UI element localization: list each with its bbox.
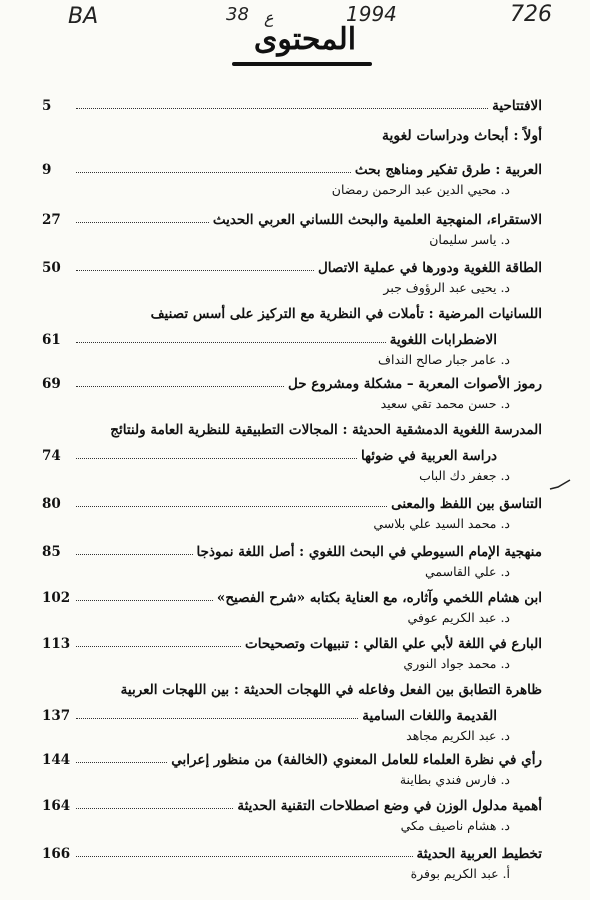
toc-entry-author: د. فارس فندي بطاينة xyxy=(399,772,510,787)
toc-entry-title: رأي في نظرة العلماء للعامل المعنوي (الخالفة) من منظور إعرابي xyxy=(171,752,542,768)
toc-entry-author: د. محمد السيد علي بلاسي xyxy=(373,516,510,531)
toc-entry xyxy=(42,252,542,276)
toc-entry xyxy=(42,790,542,814)
toc-entry-page: 27 xyxy=(42,212,61,228)
toc-entry-page: 61 xyxy=(42,332,61,348)
toc-entry-title: اللسانيات المرضية : تأملات في النظرية مع التركيز على أسس تصنيف xyxy=(150,306,542,322)
leader-dots xyxy=(76,342,386,343)
toc-entry-title: التناسق بين اللفظ والمعنى xyxy=(391,496,542,512)
toc-entry-title: البارع في اللغة لأبي علي القالي : تنبيهات وتصحيحات xyxy=(245,636,542,652)
toc-entry-title-line2: القديمة واللغات السامية xyxy=(362,708,497,724)
page-title: المحتوى xyxy=(253,22,357,57)
toc-entry-title: الطاقة اللغوية ودورها في عملية الاتصال xyxy=(317,260,542,276)
toc-entry-author: د. عامر جبار صالح النداف xyxy=(378,352,510,367)
toc-entry-page: 164 xyxy=(42,798,71,814)
toc-entry-author: د. ياسر سليمان xyxy=(429,232,510,247)
toc-entry-title-line2: دراسة العربية في ضوئها xyxy=(360,448,497,464)
leader-dots xyxy=(76,385,284,387)
toc-entry xyxy=(42,582,542,606)
leader-dots xyxy=(76,107,488,109)
toc-entry-page: 50 xyxy=(42,260,61,276)
leader-dots xyxy=(76,221,209,223)
leader-dots xyxy=(76,599,213,601)
toc-entry-page: 74 xyxy=(42,448,61,464)
toc-entry-page: 85 xyxy=(42,544,61,560)
toc-entry-page: 166 xyxy=(42,846,71,862)
pen-mark-icon xyxy=(548,477,572,493)
toc-entry xyxy=(42,298,542,322)
toc-entry-page: 80 xyxy=(42,496,61,512)
handwritten-note-mark: ع xyxy=(264,8,274,27)
toc-entry-title: ابن هشام اللخمي وآثاره، مع العناية بكتابه «شرح الفصيح» xyxy=(216,590,542,606)
toc-entry-continuation xyxy=(42,440,497,464)
toc-entry-author: د. عبد الكريم مجاهد xyxy=(406,728,510,743)
toc-entry-author: د. محمد جواد النوري xyxy=(403,656,510,671)
toc-entry-continuation xyxy=(42,324,497,348)
toc-entry-page: 113 xyxy=(42,636,71,652)
toc-entry-title: تخطيط العربية الحديثة xyxy=(416,846,542,862)
toc-entry-title: المدرسة اللغوية الدمشقية الحديثة : المجالات التطبيقية للنظرية العامة ولنتائج xyxy=(110,422,542,438)
toc-entry-title-line2: الاضطرابات اللغوية xyxy=(389,332,497,348)
toc-entry xyxy=(42,154,542,178)
toc-entry-page: 102 xyxy=(42,590,71,606)
toc-entry-continuation xyxy=(42,700,497,724)
leader-dots xyxy=(76,855,413,857)
toc-entry xyxy=(42,414,542,438)
leader-dots xyxy=(76,761,167,763)
leader-dots xyxy=(76,269,314,271)
toc-entry-author: د. يحيى عبد الرؤوف جبر xyxy=(383,280,510,295)
title-underline xyxy=(232,62,372,66)
toc-entry-page: 144 xyxy=(42,752,71,768)
toc-entry-title: ظاهرة التطابق بين الفعل وفاعله في اللهجات الحديثة : بين اللهجات العربية xyxy=(120,682,542,698)
handwritten-note-year: 1994 xyxy=(346,2,397,26)
toc-entry-page: 69 xyxy=(42,376,61,392)
toc-entry-title: منهجية الإمام السيوطي في البحث اللغوي : أصل اللغة نموذجا xyxy=(196,544,542,560)
toc-entry-author: د. جعفر دك الباب xyxy=(419,468,510,483)
toc-entry xyxy=(42,368,542,392)
toc-entry-author: أ. عبد الكريم بوفرة xyxy=(410,866,510,881)
toc-entry-title: العربية : طرق تفكير ومناهج بحث xyxy=(354,162,542,178)
toc-entry-author: د. حسن محمد تقي سعيد xyxy=(380,396,510,411)
toc-entry-author: د. علي القاسمي xyxy=(424,564,510,579)
leader-dots xyxy=(76,171,351,173)
toc-intro-page: 5 xyxy=(42,98,52,114)
toc-entry-author: د. محيي الدين عبد الرحمن رمضان xyxy=(331,182,510,197)
leader-dots xyxy=(76,458,357,459)
toc-entry-author: د. هشام ناصيف مكي xyxy=(400,818,510,833)
toc-entry-title: الاستقراء، المنهجية العلمية والبحث اللساني العربي الحديث xyxy=(212,212,542,228)
toc-entry-page: 9 xyxy=(42,162,52,178)
toc-intro-label: الافتتاحية xyxy=(492,98,542,114)
handwritten-note-top-left: BA xyxy=(68,4,99,29)
toc-entry xyxy=(42,838,542,862)
toc-entry xyxy=(42,488,542,512)
leader-dots xyxy=(76,553,193,555)
toc-entry xyxy=(42,744,542,768)
leader-dots xyxy=(76,807,233,809)
section-heading: أولاً : أبحاث ودراسات لغوية xyxy=(381,128,542,144)
toc-entry xyxy=(42,628,542,652)
toc-intro-row xyxy=(42,90,542,114)
toc-entry-title: رموز الأصوات المعربة – مشكلة ومشروع حل xyxy=(288,376,542,392)
toc-entry-page: 137 xyxy=(42,708,71,724)
toc-entry xyxy=(42,674,542,698)
handwritten-note-number: 38 xyxy=(226,4,249,25)
toc-entry xyxy=(42,204,542,228)
toc-entry-author: د. عبد الكريم عوفي xyxy=(407,610,510,625)
toc-entry xyxy=(42,536,542,560)
handwritten-note-top-right: 726 xyxy=(510,2,552,27)
toc-entry-title: أهمية مدلول الوزن في وضع اصطلاحات التقنية الحديثة xyxy=(237,798,542,814)
leader-dots xyxy=(76,505,387,507)
leader-dots xyxy=(76,718,358,719)
leader-dots xyxy=(76,645,241,647)
